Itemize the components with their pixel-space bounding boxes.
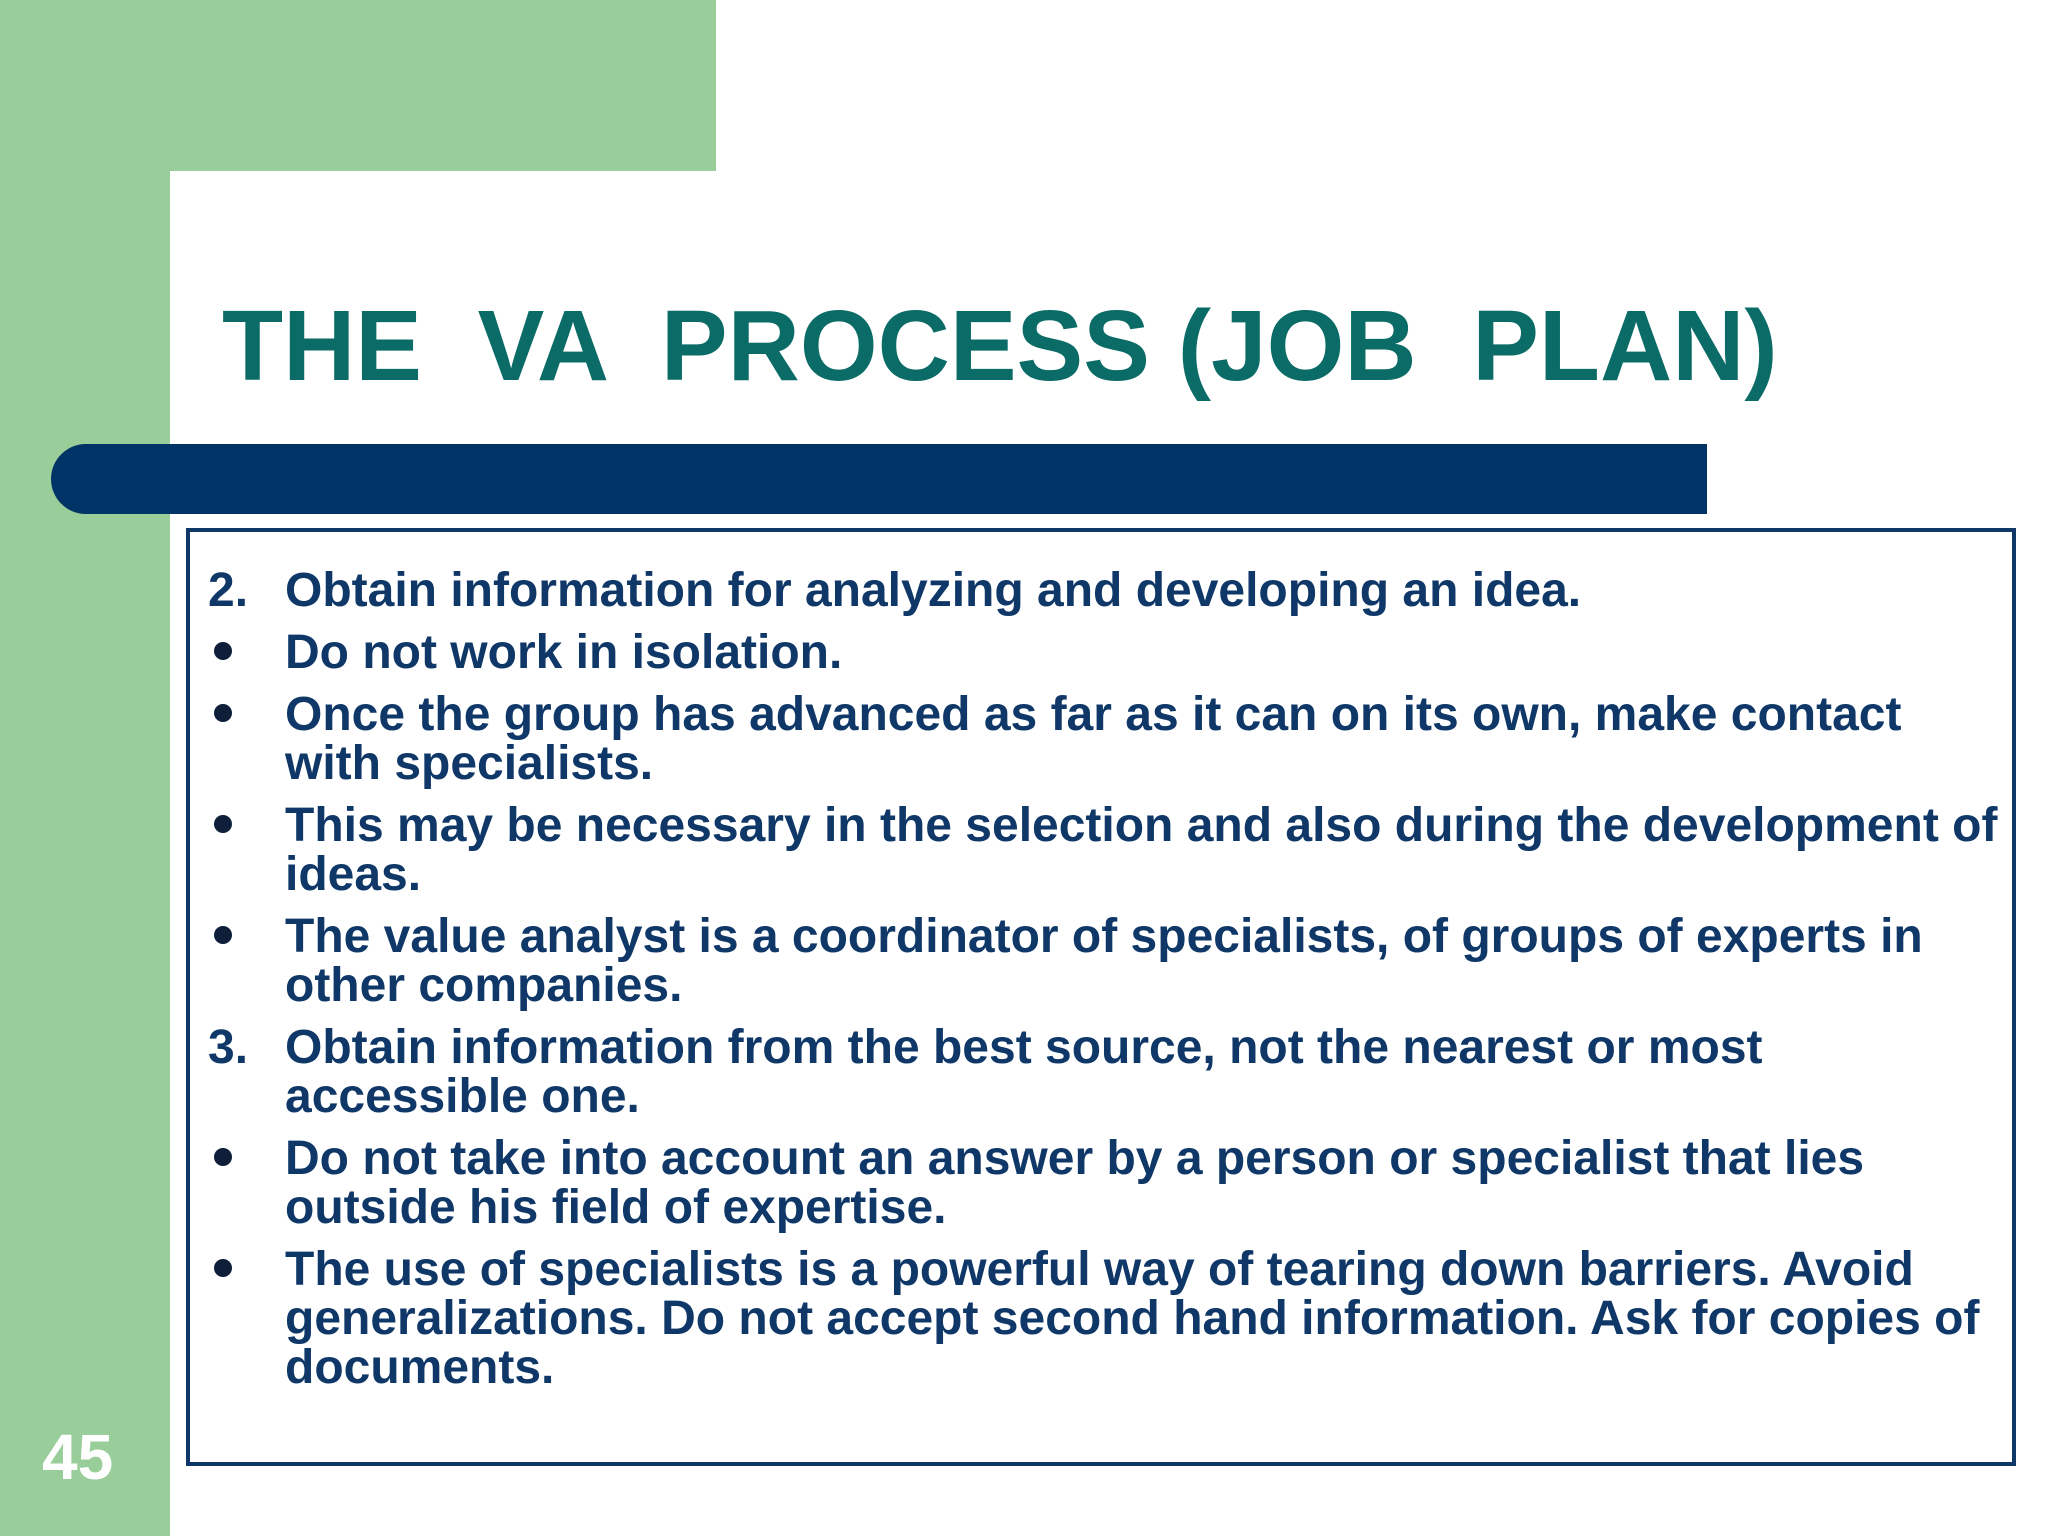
item-text: Obtain information from the best source, not the nearest or most accessible one. (285, 1021, 1763, 1123)
item-text: The value analyst is a coordinator of specialists, of groups of experts in other companies. (285, 910, 1923, 1012)
item-number: 2. (208, 564, 249, 617)
slide-number: 45 (42, 1421, 114, 1493)
title-underline-bar (51, 444, 1707, 514)
item-number: 3. (208, 1021, 249, 1074)
list-item-numbered (208, 566, 2008, 615)
bullet-icon (214, 704, 232, 722)
list-item-bullet (208, 912, 2008, 1010)
bullet-icon (214, 1259, 232, 1277)
bullet-icon (214, 642, 232, 660)
item-text: This may be necessary in the selection and also during the development of ideas. (285, 799, 1998, 901)
item-text: Once the group has advanced as far as it can on its own, make contact with specialists. (285, 688, 1902, 790)
bullet-icon (214, 1148, 232, 1166)
bullet-icon (214, 815, 232, 833)
list-item-numbered (208, 1023, 2008, 1121)
item-text: The use of specialists is a powerful way of tearing down barriers. Avoid generalizations. Do not accept second hand information. Ask for copies of documents. (285, 1243, 1980, 1394)
bullet-icon (214, 926, 232, 944)
list-item-bullet (208, 690, 2008, 788)
content-list (208, 566, 2008, 1405)
list-item-bullet (208, 801, 2008, 899)
green-top-band (0, 0, 716, 171)
list-item-bullet (208, 1134, 2008, 1232)
item-text: Do not take into account an answer by a person or specialist that lies outside his field of expertise. (285, 1132, 1865, 1234)
slide-title: THE VA PROCESS (JOB PLAN) (222, 290, 1778, 402)
list-item-bullet (208, 628, 2008, 677)
item-text: Do not work in isolation. (285, 626, 843, 679)
green-sidebar (0, 0, 170, 1536)
item-text: Obtain information for analyzing and developing an idea. (285, 564, 1582, 617)
list-item-bullet (208, 1245, 2008, 1392)
